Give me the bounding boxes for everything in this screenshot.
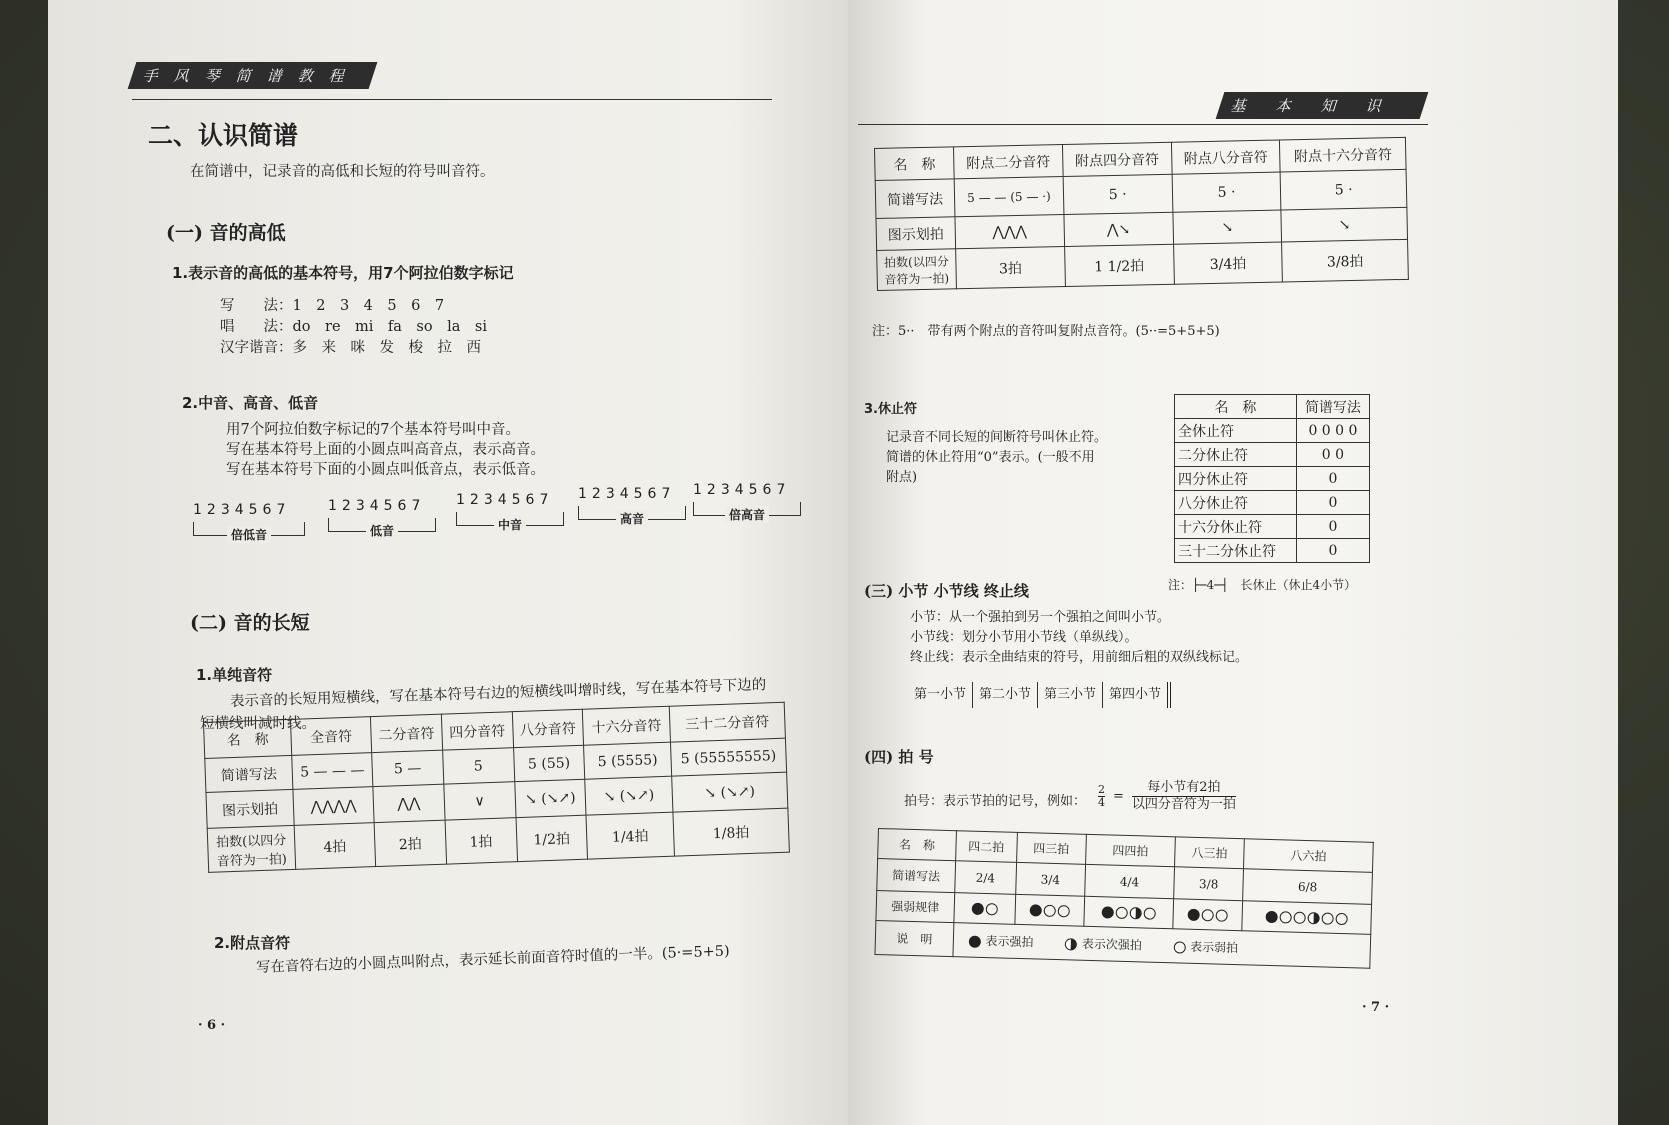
simple-notes-table: [203, 702, 790, 873]
rest-desc-2: 简谱的休止符用“0”表示。(一般不用: [886, 450, 1095, 465]
table-cell: 全休止符: [1175, 419, 1297, 443]
table-header: 附点四分音符: [1062, 142, 1171, 176]
table-cell: 3/8拍: [1282, 239, 1408, 282]
table-cell: 3/4拍: [1173, 242, 1283, 284]
weak-beat-icon: [1116, 906, 1128, 918]
table-cell: 5 ·: [1063, 174, 1173, 214]
table-header: 二分音符: [370, 714, 442, 752]
header-rule: [858, 124, 1428, 125]
table-header: 名 称: [878, 829, 957, 861]
example-denominator: 4: [1098, 796, 1105, 809]
strong-beat-icon: [1029, 904, 1041, 916]
table-cell: 二分休止符: [1175, 443, 1297, 467]
table-cell: 八分休止符: [1175, 491, 1297, 515]
dotted-notes-table: [874, 137, 1409, 291]
legend-strong: 表示强拍: [985, 934, 1034, 950]
table-cell: 0 0: [1296, 443, 1369, 467]
strong-beat-icon: [1266, 910, 1278, 922]
meter-desc: 拍号：表示节拍的记号，例如：: [904, 794, 1087, 809]
table-cell: 简谱写法: [875, 179, 955, 219]
weak-beat-icon: [1322, 912, 1334, 924]
table-cell: 1/2拍: [516, 815, 588, 861]
example-eq-top: 每小节有2拍: [1132, 780, 1236, 797]
table-cell: 5 ·: [1281, 169, 1407, 210]
table-cell: 十六分休止符: [1175, 515, 1297, 539]
bar-desc-1: 小节：从一个强拍到另一个强拍之间叫小节。: [910, 610, 1171, 625]
table-cell: 5: [442, 748, 514, 784]
table-header: 十六分音符: [583, 706, 671, 745]
pattern-3-8: [1173, 899, 1243, 931]
table-header: 八三拍: [1175, 837, 1245, 869]
range-high: 1234567 高音: [578, 486, 686, 520]
table-cell: 1/4拍: [586, 812, 674, 859]
table-cell: ↘ (↘↗): [671, 772, 787, 812]
weak-beat-icon: [1043, 904, 1055, 916]
range-double-high: 1234567 倍高音: [693, 482, 801, 516]
table-cell: 5 — — —: [292, 753, 373, 790]
subheading-simple-notes: 1.单纯音符: [196, 666, 273, 684]
table-cell: 5 (5555): [584, 742, 672, 779]
table-header: 八六拍: [1244, 839, 1374, 873]
pattern-2-4: [954, 893, 1016, 925]
legend-weak: 表示弱拍: [1189, 939, 1239, 956]
left-header-bar: [128, 62, 378, 89]
table-cell: 0: [1296, 515, 1369, 539]
duration-desc-2: 短横线叫减时线。: [200, 716, 316, 732]
long-rest-note: 注：├─4─┤ 长休止（休止4小节）: [1168, 578, 1357, 592]
table-cell: ∨: [444, 782, 516, 820]
right-header-bar: [1216, 92, 1429, 119]
table-header: 名 称: [204, 719, 292, 758]
section-heading-pitch: (一) 音的高低: [166, 222, 286, 244]
table-cell: 三十二分休止符: [1175, 539, 1297, 563]
subheading-rests: 3.休止符: [864, 402, 917, 417]
table-cell: 1拍: [445, 818, 517, 864]
meter-example: $\frac{2}{4}$ = $\frac{\text{每小节有2拍}}{\text{以四分音符为一拍}}$: [1098, 780, 1236, 812]
right-header: 基本知识: [1228, 97, 1415, 115]
pattern-3-4: [1014, 894, 1084, 926]
hanzi-method: 汉字谐音：多 来 咪 发 梭 拉 西: [220, 340, 481, 356]
table-cell: 0: [1296, 467, 1369, 491]
weak-beat-icon: [1057, 905, 1069, 917]
left-header: 手风琴简谱教程: [140, 67, 364, 85]
measure: 第三小节: [1038, 682, 1103, 708]
subheading-bars: (三) 小节 小节线 终止线: [864, 582, 1029, 600]
table-cell: 图示划拍: [876, 217, 956, 251]
table-cell: 3拍: [956, 247, 1066, 289]
rest-desc-1: 记录音不同长短的间断符号叫休止符。: [886, 430, 1108, 445]
table-cell: 1/8拍: [673, 808, 790, 856]
table-cell: 1 1/2拍: [1064, 244, 1174, 286]
measure: 第二小节: [973, 682, 1038, 708]
registers-line-3: 写在基本符号下面的小圆点叫低音点，表示低音。: [226, 462, 545, 478]
subheading-meter: (四) 拍 号: [864, 748, 934, 766]
pattern-6-8: [1242, 901, 1372, 935]
pattern-4-4: [1084, 896, 1174, 928]
sing-method: 唱 法：do re mi fa so la si: [220, 319, 487, 335]
weak-beat-icon: [1144, 907, 1156, 919]
table-cell: 3/4: [1015, 862, 1085, 896]
strong-beat-icon: [1188, 908, 1200, 920]
strong-beat-icon: [969, 935, 981, 947]
measure-diagram: [908, 682, 1171, 708]
weak-beat-icon: [1173, 941, 1185, 953]
range-middle: 1234567 中音: [456, 492, 564, 526]
secondary-beat-icon: [1308, 912, 1320, 924]
table-cell: 4/4: [1085, 864, 1175, 898]
table-header: 简谱写法: [1296, 395, 1369, 419]
intro-text: 在简谱中，记录音的高低和长短的符号叫音符。: [190, 164, 495, 180]
table-cell: 5 ·: [1172, 172, 1282, 212]
table-header: 四分音符: [441, 712, 513, 750]
table-cell: ⋀⋀: [373, 784, 445, 822]
table-cell: 5 — — (5 — ·): [954, 177, 1064, 217]
table-cell: ⋀↘: [1064, 212, 1173, 246]
table-header: 三十二分音符: [669, 702, 785, 742]
weak-beat-icon: [1216, 909, 1228, 921]
table-header: 名 称: [875, 147, 955, 181]
table-header: 八分音符: [512, 709, 584, 747]
table-cell: ⋀⋀⋀⋀: [293, 787, 374, 826]
measure: 第四小节: [1103, 682, 1171, 708]
table-cell: ↘ (↘↗): [514, 779, 586, 817]
registers-line-1: 用7个阿拉伯数字标记的7个基本符号叫中音。: [226, 422, 520, 438]
strong-beat-icon: [1102, 906, 1114, 918]
right-page: [848, 0, 1618, 1125]
table-cell: ↘: [1281, 207, 1407, 242]
table-cell: 说 明: [875, 920, 954, 956]
range-low: 1234567 低音: [328, 498, 436, 532]
table-header: 名 称: [1175, 395, 1297, 419]
left-page-number: · 6 ·: [198, 1018, 226, 1033]
table-header: 四三拍: [1016, 832, 1086, 864]
table-cell: 图示划拍: [206, 789, 294, 828]
write-method: 写 法：1 2 3 4 5 6 7: [220, 298, 445, 314]
time-signature-table: [874, 828, 1373, 969]
table-cell: 四分休止符: [1175, 467, 1297, 491]
secondary-beat-icon: [1065, 938, 1077, 950]
table-header: 全音符: [290, 717, 371, 756]
table-header: 附点十六分音符: [1280, 137, 1406, 172]
table-cell: 6/8: [1243, 869, 1373, 905]
table-cell: 3/8: [1174, 867, 1244, 901]
measure: 第一小节: [908, 682, 973, 708]
legend-secondary: 表示次强拍: [1081, 936, 1143, 953]
right-page-number: · 7 ·: [1362, 1000, 1390, 1015]
page-title: 二、认识简谱: [148, 121, 299, 150]
weak-beat-icon: [1336, 912, 1348, 924]
table-cell: 拍数(以四分音符为一拍): [877, 249, 957, 291]
header-rule: [132, 99, 772, 100]
subheading-basic-symbols: 1.表示音的高低的基本符号，用7个阿拉伯数字标记: [172, 264, 514, 282]
table-header: 四四拍: [1085, 834, 1175, 866]
table-cell: 0 0 0 0: [1296, 419, 1369, 443]
range-double-low: 1234567 倍低音: [193, 502, 305, 536]
table-cell: ↘ (↘↗): [585, 776, 673, 815]
subheading-registers: 2.中音、高音、低音: [182, 394, 319, 412]
table-cell: 强弱规律: [876, 890, 955, 922]
table-cell: ↘: [1173, 210, 1282, 244]
bar-desc-3: 终止线：表示全曲结束的符号，用前细后粗的双纵线标记。: [910, 650, 1249, 665]
table-cell: 4拍: [294, 823, 376, 870]
table-cell: 0: [1296, 539, 1369, 563]
double-dotted-note: 注：5·· 带有两个附点的音符叫复附点音符。(5··=5+5+5): [872, 324, 1220, 339]
strong-beat-icon: [971, 902, 983, 914]
table-cell: 2拍: [374, 820, 446, 866]
example-numerator: 2: [1098, 783, 1105, 796]
table-cell: 拍数(以四分音符为一拍): [207, 825, 295, 872]
subheading-dotted-notes: 2.附点音符: [214, 934, 291, 952]
secondary-beat-icon: [1130, 907, 1142, 919]
weak-beat-icon: [1202, 909, 1214, 921]
table-cell: 5 (55555555): [670, 738, 786, 776]
table-cell: 5 —: [372, 750, 444, 786]
table-cell: 0: [1296, 491, 1369, 515]
registers-line-2: 写在基本符号上面的小圆点叫高音点，表示高音。: [226, 442, 545, 458]
table-cell: 5 (55): [513, 745, 585, 781]
table-cell: ⋀⋀⋀: [955, 215, 1064, 249]
table-cell: 简谱写法: [205, 755, 293, 792]
table-header: 四二拍: [955, 831, 1017, 863]
rests-table: [1174, 394, 1370, 563]
duration-desc-1: 表示音的长短用短横线，写在基本符号右边的短横线叫增时线，写在基本符号下边的: [229, 677, 767, 710]
table-header: 附点八分音符: [1171, 140, 1280, 174]
table-cell: 2/4: [955, 861, 1017, 895]
bar-desc-2: 小节线：划分小节用小节线（单纵线）。: [910, 630, 1138, 645]
weak-beat-icon: [1294, 911, 1306, 923]
weak-beat-icon: [985, 903, 997, 915]
example-eq-bottom: 以四分音符为一拍: [1131, 797, 1236, 812]
table-cell: 简谱写法: [877, 859, 956, 893]
dotted-desc: 写在音符右边的小圆点叫附点，表示延长前面音符时值的一半。(5·=5+5): [255, 943, 730, 976]
left-page: [48, 0, 848, 1125]
table-header: 附点二分音符: [953, 145, 1062, 179]
section-heading-duration: (二) 音的长短: [190, 612, 310, 634]
weak-beat-icon: [1280, 911, 1292, 923]
rest-desc-3: 附点): [886, 470, 918, 485]
